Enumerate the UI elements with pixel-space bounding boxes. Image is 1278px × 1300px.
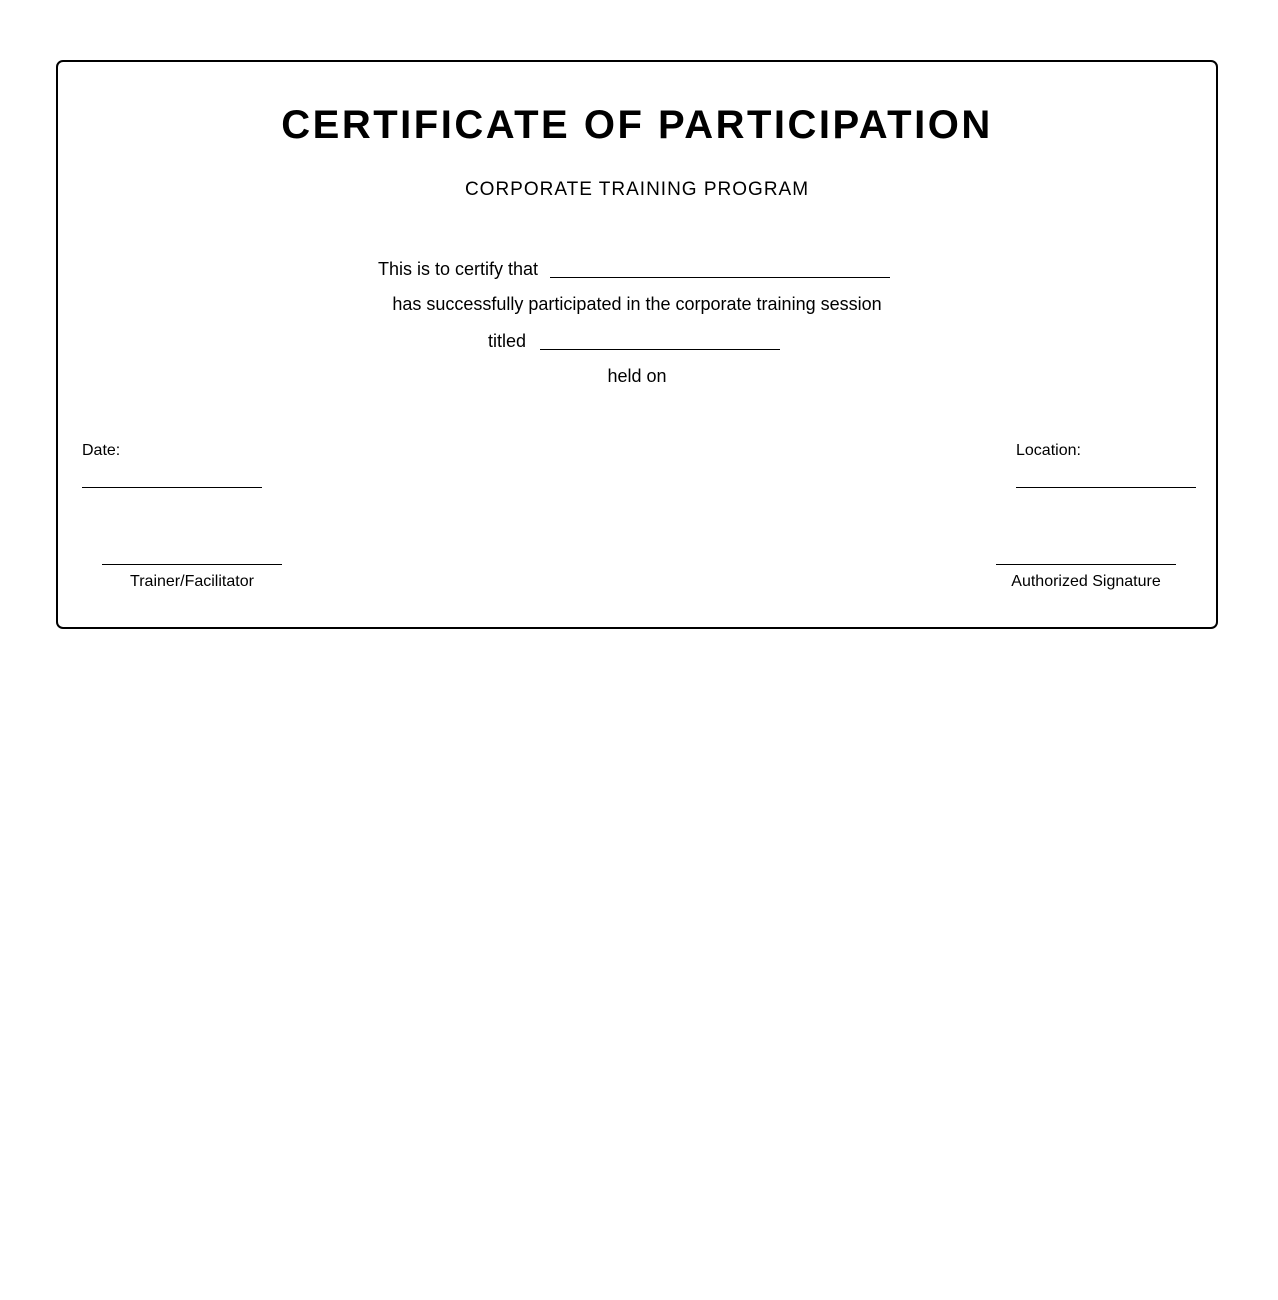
certify-text: This is to certify that (378, 259, 539, 279)
held-on-text: held on (607, 366, 667, 386)
authorized-caption: Authorized Signature (1011, 573, 1161, 590)
date-line (82, 487, 262, 488)
titled-text: titled (488, 331, 527, 351)
location-label: Location: (1016, 442, 1081, 459)
certificate-frame (56, 60, 1218, 629)
trainer-signature-line (102, 564, 282, 565)
certificate-title: CERTIFICATE OF PARTICIPATION (281, 103, 993, 147)
participation-text: has successfully participated in the corporate training session (392, 294, 882, 314)
location-line (1016, 487, 1196, 488)
authorized-signature-line (996, 564, 1176, 565)
certificate-subtitle: CORPORATE TRAINING PROGRAM (464, 179, 810, 200)
participant-name-line (550, 277, 890, 278)
date-label: Date: (82, 442, 121, 459)
trainer-caption: Trainer/Facilitator (130, 573, 254, 590)
session-title-line (540, 349, 780, 350)
